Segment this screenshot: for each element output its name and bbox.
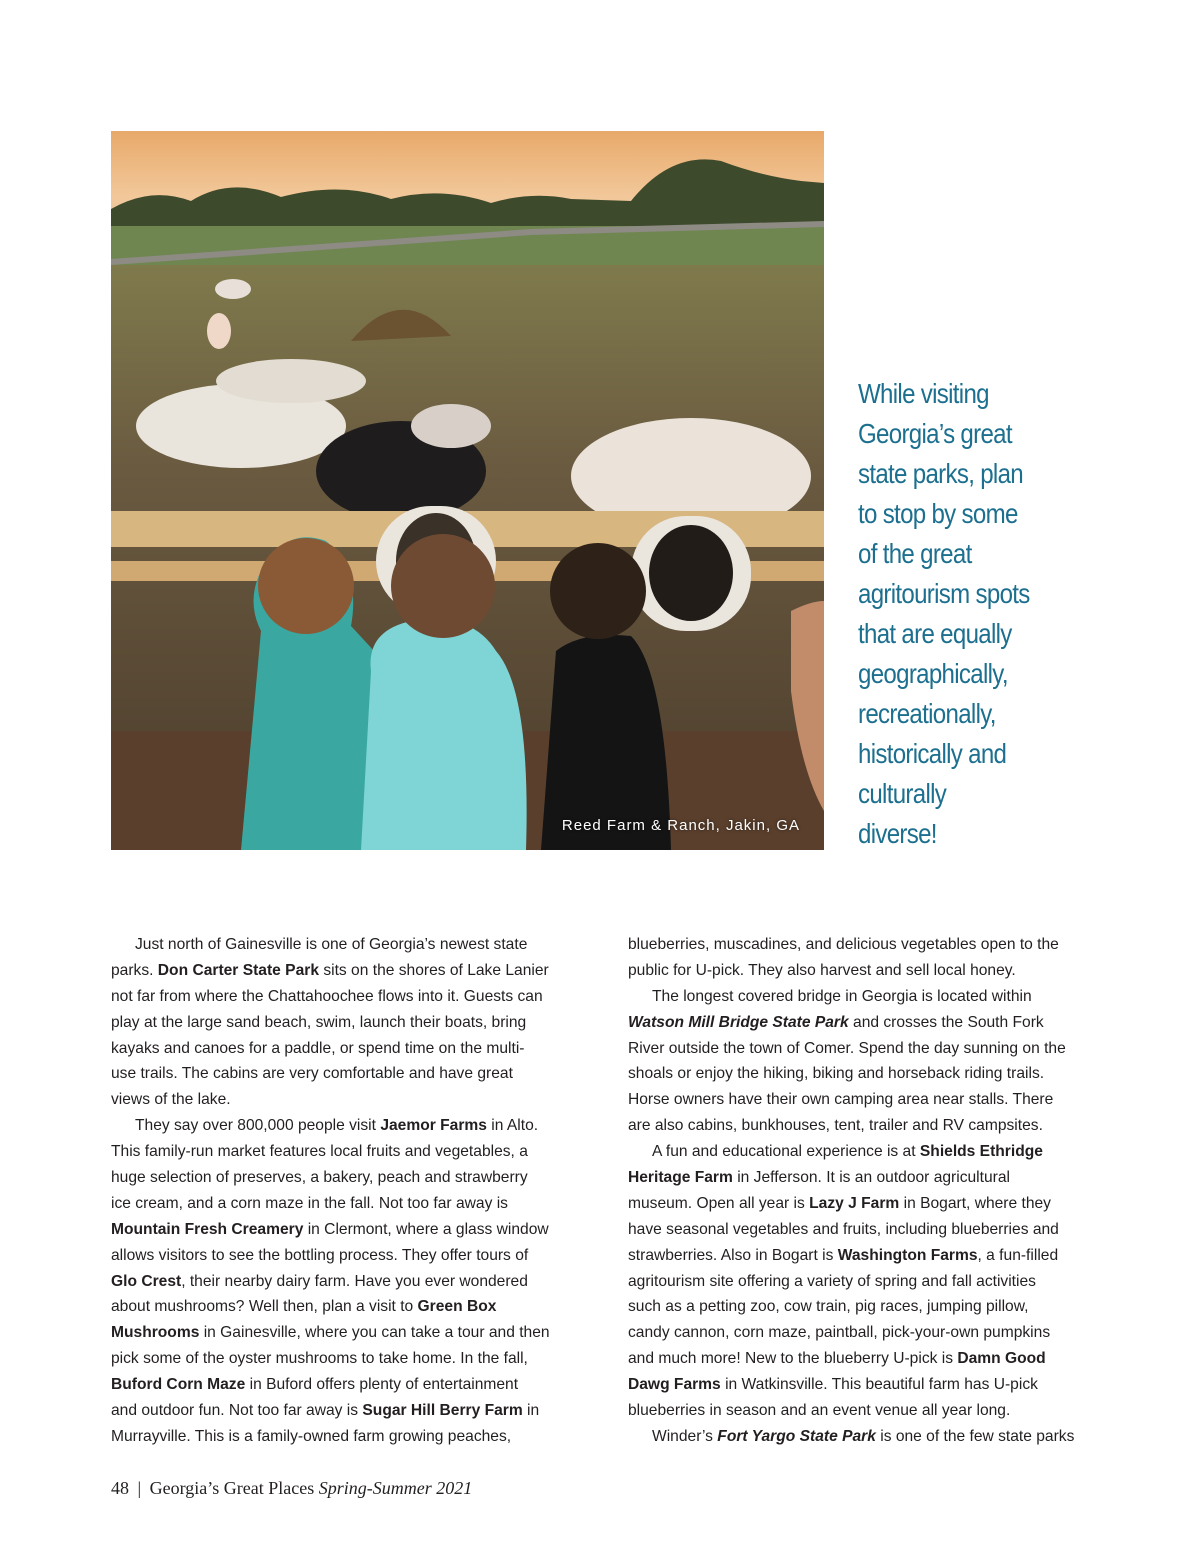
- article-line: [111, 932, 593, 958]
- child-middle-head: [391, 534, 495, 638]
- pull-quote-line: state parks, plan: [858, 458, 1023, 489]
- pull-quote-line: While visiting: [858, 378, 989, 409]
- emphasized-place-name: Watson Mill Bridge State Park: [628, 1013, 849, 1031]
- article-text: , their nearby dairy farm. Have you ever wondered: [181, 1272, 528, 1290]
- article-text: parks.: [111, 961, 158, 979]
- article-line: [628, 1217, 1110, 1243]
- article-line: [628, 1372, 1110, 1398]
- article-column-left: [111, 932, 593, 1450]
- article-text: blueberries, muscadines, and delicious vegetables open to the: [628, 936, 1059, 953]
- article-line: [111, 1243, 593, 1269]
- far-field: [111, 226, 824, 266]
- place-name: Lazy J Farm: [809, 1194, 900, 1212]
- article-text: kayaks and canoes for a paddle, or spend time on the multi-: [111, 1039, 525, 1057]
- page-footer: [111, 1478, 472, 1499]
- article-text: Horse owners have their own camping area near stalls. There: [628, 1091, 1054, 1109]
- article-text: The longest covered bridge in Georgia is located within: [652, 987, 1032, 1005]
- article-text: is one of the few state parks: [875, 1427, 1075, 1445]
- article-line: [111, 1372, 593, 1398]
- article-text: huge selection of preserves, a bakery, peach and strawberry: [111, 1169, 528, 1187]
- article-text: pick some of the oyster mushrooms to take home. In the fall,: [111, 1350, 528, 1368]
- article-line: [111, 1191, 593, 1217]
- article-text: are also cabins, bunkhouses, tent, trailer and RV campsites.: [628, 1117, 1043, 1135]
- article-text: River outside the town of Comer. Spend the day sunning on the: [628, 1039, 1066, 1057]
- article-text: sits on the shores of Lake Lanier: [319, 961, 549, 979]
- pull-quote-line: to stop by some: [858, 498, 1018, 529]
- article-line: [111, 1139, 593, 1165]
- article-line: [111, 1165, 593, 1191]
- article-text: in Buford offers plenty of entertainment: [245, 1376, 519, 1394]
- article-text: Just north of Gainesville is one of Georgia’s newest state: [135, 936, 528, 953]
- photo-caption: Reed Farm & Ranch, Jakin, GA: [561, 817, 800, 834]
- place-name: Heritage Farm: [628, 1169, 733, 1187]
- article-text: Murrayville. This is a family-owned farm growing peaches,: [111, 1427, 512, 1445]
- article-text: allows visitors to see the bottling process. They offer tours of: [111, 1246, 529, 1264]
- pull-quote-line: geographically,: [858, 658, 1008, 689]
- article-text: and crosses the South Fork: [848, 1013, 1044, 1031]
- place-name: Shields Ethridge: [919, 1143, 1043, 1161]
- article-text: blueberries in season and an event venue all year long.: [628, 1402, 1011, 1420]
- article-text: views of the lake.: [111, 1091, 231, 1109]
- article-line: [628, 1346, 1110, 1372]
- article-line: [111, 1217, 593, 1243]
- article-text: in: [522, 1402, 540, 1420]
- publication-name: Georgia’s Great Places: [149, 1478, 315, 1498]
- article-line: [111, 958, 593, 984]
- article-line: [628, 1165, 1110, 1191]
- article-line: [628, 1243, 1110, 1269]
- page-number: 48: [111, 1478, 129, 1498]
- place-name: Mushrooms: [111, 1324, 200, 1342]
- article-text: , a fun-filled: [977, 1246, 1059, 1264]
- article-line: [628, 932, 1110, 958]
- pull-quote-line: culturally: [858, 778, 947, 809]
- place-name: Green Box: [417, 1298, 497, 1316]
- article-line: [111, 1010, 593, 1036]
- article-text: in Bogart, where they: [899, 1194, 1051, 1212]
- article-line: [111, 1036, 593, 1062]
- article-text: Winder’s: [652, 1427, 718, 1445]
- pull-quote-line: of the great: [858, 538, 972, 569]
- article-text: such as a petting zoo, cow train, pig races, jumping pillow,: [628, 1298, 1029, 1316]
- pull-quote-line: that are equally: [858, 618, 1012, 649]
- place-name: Mountain Fresh Creamery: [111, 1220, 304, 1238]
- pull-quote-line: recreationally,: [858, 698, 996, 729]
- article-line: [111, 1294, 593, 1320]
- article-text: and much more! New to the blueberry U-pick is: [628, 1350, 958, 1368]
- article-line: [111, 1113, 593, 1139]
- article-text: candy cannon, corn maze, paintball, pick-your-own pumpkins: [628, 1324, 1051, 1342]
- footer-separator: |: [137, 1478, 142, 1498]
- place-name: Don Carter State Park: [157, 961, 319, 979]
- article-text: They say over 800,000 people visit: [135, 1117, 381, 1135]
- article-text: agritourism site offering a variety of spring and fall activities: [628, 1272, 1036, 1290]
- article-line: [111, 1424, 593, 1450]
- black-cow-head: [411, 404, 491, 448]
- place-name: Dawg Farms: [628, 1376, 721, 1394]
- calf: [207, 313, 231, 349]
- feature-photo: [111, 131, 824, 850]
- speckled-cow-left: [216, 359, 366, 403]
- article-line: [628, 1113, 1110, 1139]
- article-line: [628, 1294, 1110, 1320]
- pull-quote-line: agritourism spots: [858, 578, 1030, 609]
- pull-quote-line: diverse!: [858, 818, 937, 849]
- article-line: [628, 1424, 1110, 1450]
- article-line: [111, 1398, 593, 1424]
- place-name: Glo Crest: [111, 1272, 182, 1290]
- article-text: ice cream, and a corn maze in the fall. Not too far away is: [111, 1194, 508, 1212]
- article-text: This family-run market features local fruits and vegetables, a: [111, 1143, 528, 1161]
- child-right-head: [550, 543, 646, 639]
- article-line: [628, 1398, 1110, 1424]
- article-text: and outdoor fun. Not too far away is: [111, 1402, 363, 1420]
- farm-scene-illustration: [111, 131, 824, 850]
- article-text: use trails. The cabins are very comfortable and have great: [111, 1065, 513, 1083]
- article-line: [628, 1269, 1110, 1295]
- place-name: Buford Corn Maze: [111, 1376, 246, 1394]
- pull-quote-line: Georgia’s great: [858, 418, 1012, 449]
- article-text: play at the large sand beach, swim, launch their boats, bring: [111, 1013, 527, 1031]
- article-line: [628, 1061, 1110, 1087]
- article-line: [111, 1061, 593, 1087]
- article-text: A fun and educational experience is at: [652, 1143, 920, 1161]
- article-text: in Alto.: [486, 1117, 539, 1135]
- article-text: about mushrooms? Well then, plan a visit to: [111, 1298, 418, 1316]
- article-line: [111, 1346, 593, 1372]
- article-text: have seasonal vegetables and fruits, including blueberries and: [628, 1220, 1059, 1238]
- article-text: in Watkinsville. This beautiful farm has U-pick: [720, 1376, 1038, 1394]
- cow-distant: [215, 279, 251, 299]
- article-line: [111, 1087, 593, 1113]
- article-text: shoals or enjoy the hiking, biking and horseback riding trails.: [628, 1065, 1045, 1083]
- article-text: not far from where the Chattahoochee flows into it. Guests can: [111, 987, 543, 1005]
- article-text: public for U-pick. They also harvest and sell local honey.: [628, 961, 1016, 979]
- article-text: in Gainesville, where you can take a tour and then: [199, 1324, 550, 1342]
- article-text: museum. Open all year is: [628, 1194, 810, 1212]
- article-line: [628, 1320, 1110, 1346]
- place-name: Washington Farms: [837, 1246, 978, 1264]
- place-name: Sugar Hill Berry Farm: [362, 1402, 523, 1420]
- article-column-right: [628, 932, 1110, 1450]
- place-name: Jaemor Farms: [380, 1117, 487, 1135]
- place-name: Damn Good: [957, 1350, 1046, 1368]
- child-left-head: [258, 538, 354, 634]
- issue-name: Spring-Summer 2021: [318, 1478, 473, 1498]
- pull-quote: [858, 374, 1073, 854]
- article-line: [628, 1191, 1110, 1217]
- article-text: in Jefferson. It is an outdoor agricultural: [732, 1169, 1010, 1187]
- article-line: [628, 1139, 1110, 1165]
- article-line: [628, 1010, 1110, 1036]
- feed-pipe-right-opening: [649, 525, 733, 621]
- article-text: strawberries. Also in Bogart is: [628, 1246, 838, 1264]
- article-text: in Clermont, where a glass window: [303, 1220, 549, 1238]
- article-line: [111, 1320, 593, 1346]
- article-line: [628, 1087, 1110, 1113]
- article-line: [111, 1269, 593, 1295]
- article-line: [628, 958, 1110, 984]
- article-line: [111, 984, 593, 1010]
- pull-quote-line: historically and: [858, 738, 1007, 769]
- article-line: [628, 984, 1110, 1010]
- emphasized-place-name: Fort Yargo State Park: [717, 1427, 876, 1445]
- article-line: [628, 1036, 1110, 1062]
